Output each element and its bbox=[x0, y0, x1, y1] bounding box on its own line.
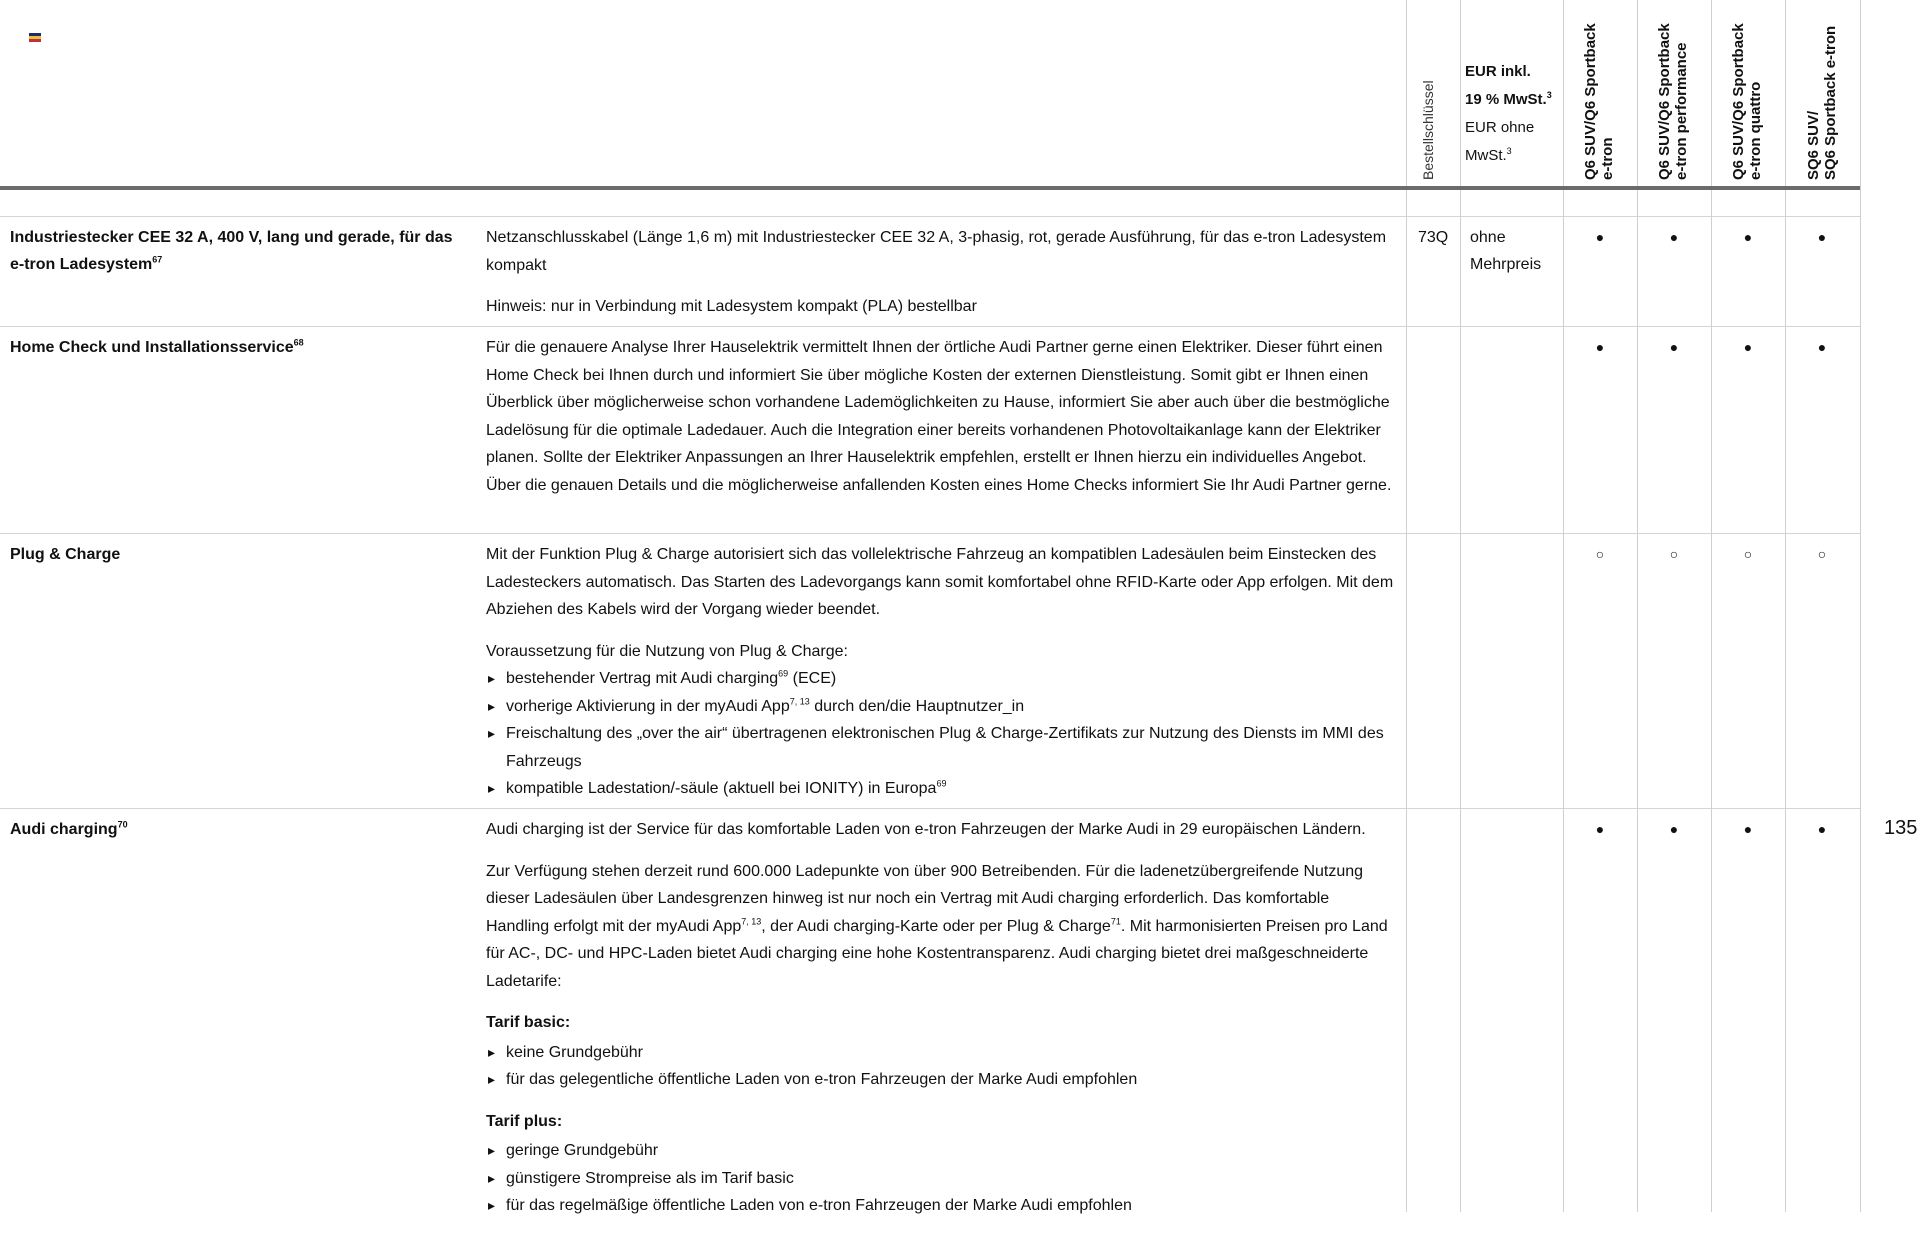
feature-name: Plug & Charge bbox=[10, 546, 121, 563]
availability-mark: ● bbox=[1817, 229, 1827, 245]
row-divider bbox=[0, 533, 1860, 534]
column-divider bbox=[1860, 0, 1861, 1212]
price: ohne Mehrpreis bbox=[1470, 229, 1542, 273]
availability-mark: ○ bbox=[1743, 546, 1753, 562]
availability-mark: ● bbox=[1743, 339, 1753, 355]
model-header: Q6 SUV/Q6 Sportback e-tron quattro bbox=[1730, 23, 1764, 180]
list-item: ▸ günstigere Strompreise als im Tarif basic bbox=[486, 1165, 1396, 1193]
model-header: SQ6 SUV/ SQ6 Sportback e-tron bbox=[1805, 25, 1839, 180]
list-item: ▸ bestehender Vertrag mit Audi charging$^{69}$ (ECE) bbox=[486, 665, 1396, 693]
list-item: ▸ keine Grundgebühr bbox=[486, 1039, 1396, 1067]
flag-icon bbox=[29, 33, 41, 42]
model-header: Q6 SUV/Q6 Sportback e-tron bbox=[1582, 23, 1616, 180]
column-divider bbox=[1563, 0, 1564, 1212]
feature-description: Audi charging ist der Service für das komfortable Laden von e-tron Fahrzeugen der Marke Audi in 29 europäischen Ländern. Zur Verfügung stehen derzeit rund 600.000 Ladepunkte von über 900 Betreibenden. Für die ladenetzübergreifende Nutzung dieser Ladesäulen über Landesgrenzen hinweg ist nur noch ein Vertrag mit Audi charging erforderlich. Das komfortable Handling erfolgt mit der myAudi App$^{7, 13}$, der Audi charging-Karte oder per Plug & Charge$^{71}$. Mit harmonisierten Preisen pro Land für AC-, DC- und HPC-Laden bietet Audi charging eine hohe Kostentransparenz. Audi charging bietet drei maßgeschneiderte Ladetarife: Tarif basic: ▸ keine Grundgebühr ▸ für das gelegentliche öffentliche Laden von e-tron Fahrzeugen der Marke Audi empfohlen Tarif plus: ▸ geringe Grundgebühr ▸ günstigere Strompreise als im Tarif basic ▸ für das regelmäßige öffentliche Laden von e-tron Fahrzeugen der Marke Audi empfohlen bbox=[486, 816, 1396, 1234]
availability-mark: ○ bbox=[1669, 546, 1679, 562]
availability-mark: ○ bbox=[1595, 546, 1605, 562]
availability-mark: ○ bbox=[1817, 546, 1827, 562]
availability-mark: ● bbox=[1669, 229, 1679, 245]
list-item: ▸ vorherige Aktivierung in der myAudi App$^{7, 13}$ durch den/die Hauptnutzer_in bbox=[486, 693, 1396, 721]
availability-mark: ● bbox=[1817, 821, 1827, 837]
order-key-header: Bestellschlüssel bbox=[1420, 80, 1436, 180]
availability-mark: ● bbox=[1817, 339, 1827, 355]
feature-name: Industriestecker CEE 32 A, 400 V, lang und gerade, für das e-tron Ladesystem$^{67}$ bbox=[10, 229, 453, 273]
column-divider bbox=[1460, 0, 1461, 1212]
column-divider bbox=[1406, 0, 1407, 1212]
availability-mark: ● bbox=[1595, 339, 1605, 355]
row-divider bbox=[0, 216, 1860, 217]
availability-mark: ● bbox=[1743, 229, 1753, 245]
availability-mark: ● bbox=[1669, 821, 1679, 837]
order-code: 73Q bbox=[1418, 229, 1449, 246]
feature-name: Home Check und Installationsservice$^{68}$ bbox=[10, 337, 304, 356]
page-number: 135 bbox=[1884, 817, 1918, 839]
availability-mark: ● bbox=[1595, 229, 1605, 245]
availability-mark: ● bbox=[1595, 821, 1605, 837]
column-divider bbox=[1785, 0, 1786, 1212]
column-divider bbox=[1711, 0, 1712, 1212]
list-item: ▸ geringe Grundgebühr bbox=[486, 1137, 1396, 1165]
list-item: ▸ Freischaltung des „over the air“ übertragenen elektronischen Plug & Charge-Zertifikats zur Nutzung des Diensts im MMI des Fahrzeugs bbox=[486, 720, 1396, 775]
list-item: ▸ für das gelegentliche öffentliche Laden von e-tron Fahrzeugen der Marke Audi empfohlen bbox=[486, 1066, 1396, 1094]
column-divider bbox=[1637, 0, 1638, 1212]
model-header: Q6 SUV/Q6 Sportback e-tron performance bbox=[1656, 23, 1690, 180]
feature-description: Mit der Funktion Plug & Charge autorisiert sich das vollelektrische Fahrzeug an kompatiblen Ladesäulen beim Einstecken des Ladesteckers automatisch. Das Starten des Ladevorgangs kann somit komfortabel ohne RFID-Karte oder App erfolgen. Mit dem Abziehen des Kabels wird der Vorgang wieder beendet. Voraussetzung für die Nutzung von Plug & Charge: ▸ bestehender Vertrag mit Audi charging$^{69}$ (ECE) ▸ vorherige Aktivierung in der myAudi App$^{7, 13}$ durch den/die Hauptnutzer_in ▸ Freischaltung des „over the air“ übertragenen elektronischen Plug & Charge-Zertifikats zur Nutzung des Diensts im MMI des Fahrzeugs ▸ kompatible Ladestation/-säule (aktuell bei IONITY) in Europa$^{69}$ bbox=[486, 541, 1396, 817]
feature-name: Audi charging$^{70}$ bbox=[10, 819, 128, 838]
availability-mark: ● bbox=[1743, 821, 1753, 837]
availability-mark: ● bbox=[1669, 339, 1679, 355]
price-header: EUR inkl. 19 % MwSt.$^3$ EUR ohne MwSt.$^3$ bbox=[1465, 63, 1552, 164]
list-item: ▸ für das regelmäßige öffentliche Laden von e-tron Fahrzeugen der Marke Audi empfohlen bbox=[486, 1192, 1396, 1220]
feature-description: Netzanschlusskabel (Länge 1,6 m) mit Industriestecker CEE 32 A, 3-phasig, rot, gerade Ausführung, für das e-tron Ladesystem kompakt Hinweis: nur in Verbindung mit Ladesystem kompakt (PLA) bestellbar bbox=[486, 229, 1387, 315]
feature-description: Für die genauere Analyse Ihrer Hauselektrik vermittelt Ihnen der örtliche Audi Partner gerne einen Elektriker. Dieser führt einen Home Check bei Ihnen durch und informiert Sie über mögliche Kosten der externen Dienstleistung. Somit gibt er Ihnen einen Überblick über möglicherweise schon vorhandene Lademöglichkeiten zu Hause, informiert Sie aber auch über die bestmögliche Ladelösung für die optimale Ladedauer. Auch die Integration einer bereits vorhandenen Photovoltaikanlage kann der Elektriker planen. Sollte der Elektriker Anpassungen an Ihrer Hauselektrik empfehlen, erstellt er Ihnen hierzu ein individuelles Angebot. Über die genauen Details und die möglicherweise anfallenden Kosten eines Home Checks informiert Sie Ihr Audi Partner gerne. bbox=[486, 339, 1392, 494]
list-item: ▸ kompatible Ladestation/-säule (aktuell bei IONITY) in Europa$^{69}$ bbox=[486, 775, 1396, 803]
header-rule bbox=[0, 186, 1860, 190]
